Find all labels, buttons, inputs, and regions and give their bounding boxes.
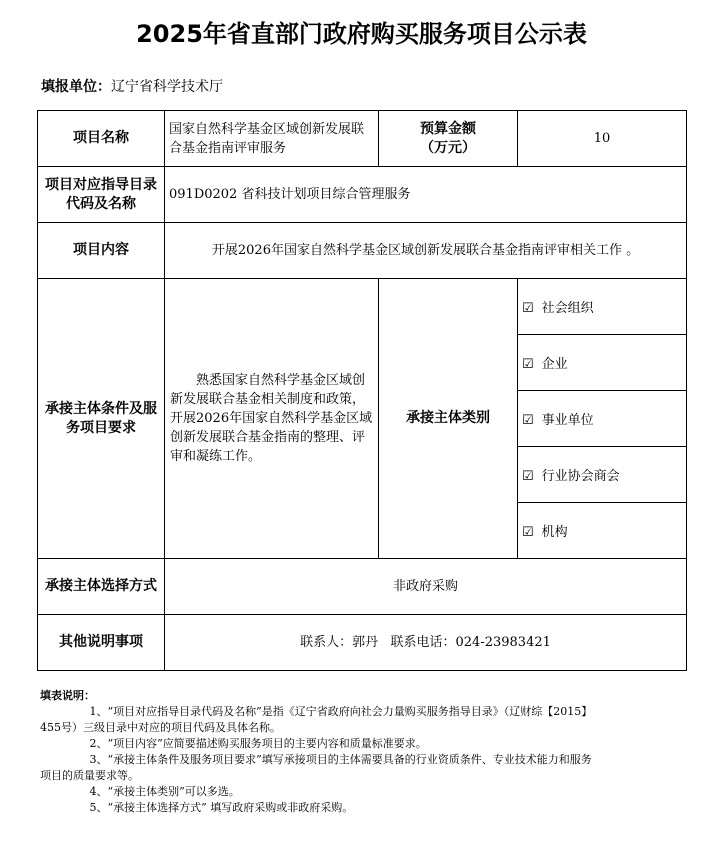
method-label: 承接主体选择方式	[38, 559, 165, 615]
budget-unit: （万元）	[420, 139, 476, 156]
category-option	[518, 503, 687, 559]
notes-section	[40, 688, 686, 816]
conditions-label: 承接主体条件及服务项目要求	[38, 279, 165, 559]
checkbox-checked-icon: ☑	[522, 469, 534, 484]
budget-label-cell	[379, 111, 518, 167]
budget-label: 预算金额	[420, 120, 476, 137]
category-option-label: 机构	[541, 525, 568, 540]
notes-title: 填表说明：	[40, 689, 95, 702]
other-value: 联系人：郭丹 联系电话：024-23983421	[165, 615, 687, 671]
note-line: 5、“承接主体选择方式” 填写政府采购或非政府采购。	[89, 801, 354, 814]
catalog-value: 091D0202 省科技计划项目综合管理服务	[165, 167, 687, 223]
page-title: 2025年省直部门政府购买服务项目公示表	[136, 20, 587, 48]
note-line: 项目的质量要求等。	[40, 769, 139, 782]
category-option	[518, 279, 687, 335]
note-line: 1、“项目对应指导目录代码及名称”是指《辽宁省政府向社会力量购买服务指导目录》（辽财综【2015】	[89, 705, 593, 718]
other-label: 其他说明事项	[38, 615, 165, 671]
category-option	[518, 447, 687, 503]
note-line: 4、“承接主体类别”可以多选。	[89, 785, 240, 798]
category-option-label: 事业单位	[541, 413, 594, 428]
conditions-value: 熟悉国家自然科学基金区域创新发展联合基金相关制度和政策，开展2026年国家自然科学基金区域创新发展联合基金指南的整理、评审和凝练工作。	[165, 279, 379, 559]
filler-unit-label: 填报单位：	[41, 79, 111, 95]
project-table	[37, 110, 687, 671]
catalog-label: 项目对应指导目录代码及名称	[38, 167, 165, 223]
filler-unit	[41, 76, 223, 96]
checkbox-checked-icon: ☑	[522, 357, 534, 372]
category-option	[518, 391, 687, 447]
category-option-label: 行业协会商会	[541, 469, 620, 484]
category-label: 承接主体类别	[379, 279, 518, 559]
checkbox-checked-icon: ☑	[522, 525, 534, 540]
checkbox-checked-icon: ☑	[522, 301, 534, 316]
project-name-label: 项目名称	[38, 111, 165, 167]
project-name-value: 国家自然科学基金区域创新发展联合基金指南评审服务	[165, 111, 379, 167]
method-value: 非政府采购	[165, 559, 687, 615]
category-option-label: 社会组织	[541, 301, 594, 316]
note-line: 455号）三级目录中对应的项目代码及具体名称。	[40, 721, 281, 734]
checkbox-checked-icon: ☑	[522, 413, 534, 428]
note-line: 2、“项目内容”应简要描述购买服务项目的主要内容和质量标准要求。	[89, 737, 427, 750]
filler-unit-value: 辽宁省科学技术厅	[111, 79, 223, 95]
content-value: 开展2026年国家自然科学基金区域创新发展联合基金指南评审相关工作 。	[165, 223, 687, 279]
content-label: 项目内容	[38, 223, 165, 279]
note-line: 3、“承接主体条件及服务项目要求”填写承接项目的主体需要具备的行业资质条件、专业技术能力和服务	[89, 753, 592, 766]
category-option	[518, 335, 687, 391]
budget-value: 10	[518, 111, 687, 167]
category-option-label: 企业	[541, 357, 568, 372]
